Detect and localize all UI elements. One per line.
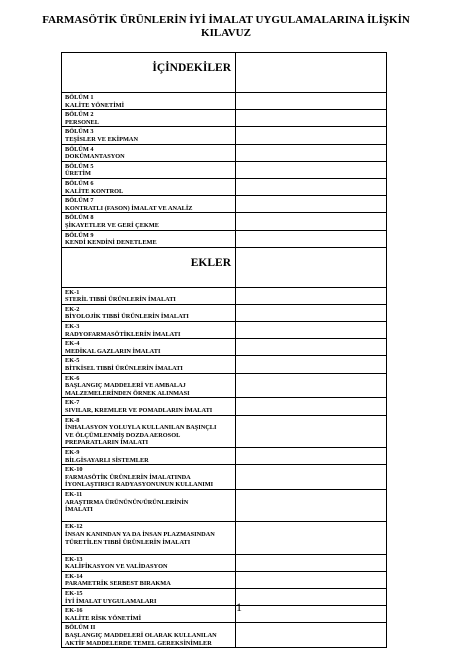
annex-row <box>62 589 387 606</box>
chapter-row-title-line: ÜRETİM <box>65 170 91 178</box>
annex-row-page-cell <box>236 304 387 321</box>
annex-row-number: EK-15 <box>65 590 83 598</box>
annex-row-page-cell <box>236 287 387 304</box>
chapter-row <box>62 230 387 247</box>
annex-row-title-line: TÜRETİLEN TIBBİ ÜRÜNLERİN İMALATI <box>65 538 191 546</box>
toc-heading-blank <box>236 53 387 93</box>
chapter-row-title-line: KALİTE YÖNETİMİ <box>65 101 125 109</box>
annex-row-title-line: KALİTE RİSK YÖNETİMİ <box>65 614 142 622</box>
annex-row-title-line: KALİFİKASYON VE VALİDASYON <box>65 563 168 571</box>
annex-row-title-line: MEDİKAL GAZLARIN İMALATI <box>65 347 161 355</box>
annex-row-number: EK-1 <box>65 288 80 296</box>
annex-row <box>62 373 387 398</box>
chapter-row-text <box>62 110 236 127</box>
annex-row-title-line: AKTİF MADDELERDE TEMEL GEREKSİNİMLER <box>65 639 212 647</box>
annex-row-text <box>62 304 236 321</box>
annex-row-text <box>62 465 236 490</box>
chapter-row-text <box>62 178 236 195</box>
chapter-row-page-cell <box>236 93 387 110</box>
chapter-row-number: BÖLÜM 3 <box>65 128 94 136</box>
annex-row-page-cell <box>236 322 387 339</box>
annex-row-title-line: İYİ İMALAT UYGULAMALARI <box>65 597 157 605</box>
chapter-row <box>62 110 387 127</box>
annex-row <box>62 554 387 571</box>
toc-heading: İÇİNDEKİLER <box>62 53 236 93</box>
annex-row-number: EK-7 <box>65 399 80 407</box>
annex-row-number: EK-16 <box>65 607 83 615</box>
annex-row-number: EK-13 <box>65 555 83 563</box>
annex-row-title-line: İMALATI <box>65 506 93 514</box>
annex-row <box>62 398 387 415</box>
chapter-row-text <box>62 230 236 247</box>
annex-row <box>62 447 387 464</box>
annex-row-page-cell <box>236 398 387 415</box>
chapter-row-number: BÖLÜM 5 <box>65 162 94 170</box>
annex-row <box>62 571 387 588</box>
chapter-row-text <box>62 127 236 144</box>
annex-row-page-cell <box>236 589 387 606</box>
annex-row <box>62 465 387 490</box>
annex-row-text <box>62 398 236 415</box>
annex-row-title-line <box>65 546 233 554</box>
annex-row-page-cell <box>236 465 387 490</box>
annex-row-number: EK-12 <box>65 523 83 531</box>
chapter-row-page-cell <box>236 161 387 178</box>
chapter-row <box>62 161 387 178</box>
chapter-row-text <box>62 144 236 161</box>
annex-row-title-line: MALZEMELERİNDEN ÖRNEK ALINMASI <box>65 389 190 397</box>
chapter-row-title-line: KONTRATLI (FASON) İMALAT VE ANALİZ <box>65 204 193 212</box>
annex-row-text <box>62 589 236 606</box>
chapter-row-page-cell <box>236 110 387 127</box>
annex-row-text <box>62 554 236 571</box>
annex-row-title-line: BAŞLANGIÇ MADDELERİ OLARAK KULLANILAN <box>65 632 217 640</box>
chapter-row-title-line: TEŞİSLER VE EKİPMAN <box>65 135 139 143</box>
annex-row-title-line: VE ÖLÇÜMLENMİŞ DOZDA AEROSOL <box>65 431 181 439</box>
chapter-row-page-cell <box>236 127 387 144</box>
chapter-row-number: BÖLÜM 1 <box>65 94 94 101</box>
chapter-row <box>62 213 387 230</box>
annex-row-text <box>62 339 236 356</box>
chapter-row <box>62 178 387 195</box>
annex-row-page-cell <box>236 571 387 588</box>
annex-row-text <box>62 356 236 373</box>
chapter-row-title-line: DOKÜMANTASYON <box>65 153 125 161</box>
annex-row-title-line: BİLGİSAYARLI SİSTEMLER <box>65 456 149 464</box>
annex-row-number: EK-10 <box>65 466 83 474</box>
annex-row <box>62 356 387 373</box>
chapter-row-title-line: KALİTE KONTROL <box>65 187 124 195</box>
annex-row <box>62 339 387 356</box>
annex-row-title-line: PARAMETRİK SERBEST BIRAKMA <box>65 580 171 588</box>
annex-row-text <box>62 623 236 648</box>
chapter-row-page-cell <box>236 213 387 230</box>
chapter-row-page-cell <box>236 178 387 195</box>
chapter-row-text <box>62 93 236 110</box>
annex-row-title-line: SIVILAR, KREMLER VE POMADLARIN İMALATI <box>65 407 213 414</box>
chapter-row-text <box>62 161 236 178</box>
annex-row-page-cell <box>236 339 387 356</box>
annex-row-text <box>62 287 236 304</box>
annex-row <box>62 304 387 321</box>
annex-row-text <box>62 522 236 554</box>
chapter-row-text <box>62 196 236 213</box>
annex-row-text <box>62 447 236 464</box>
annex-row-number: EK-3 <box>65 323 80 331</box>
annex-row <box>62 623 387 648</box>
chapter-row-number: BÖLÜM 7 <box>65 197 94 205</box>
annex-row-title-line: BAŞLANGIÇ MADDELERİ VE AMBALAJ <box>65 382 186 390</box>
chapter-row <box>62 127 387 144</box>
chapter-row-number: BÖLÜM 8 <box>65 214 94 222</box>
annex-row-number: BÖLÜM II <box>65 624 96 632</box>
annex-row-title-line: İYONLAŞTIRICI RADYASYONUNUN KULLANIMI <box>65 481 214 489</box>
annex-heading: EKLER <box>62 247 236 287</box>
annex-row-title-line: RADYOFARMASÖTİKLERİN İMALATI <box>65 330 181 338</box>
annex-row <box>62 606 387 623</box>
annex-row <box>62 489 387 521</box>
chapter-row <box>62 196 387 213</box>
annex-row-number: EK-2 <box>65 305 80 313</box>
chapter-row-title-line: ŞİKAYETLER VE GERİ ÇEKME <box>65 221 159 229</box>
annex-row-number: EK-11 <box>65 490 83 498</box>
annex-row-number: EK-8 <box>65 416 80 424</box>
document-title-line2: KILAVUZ <box>201 27 251 39</box>
annex-row-number: EK-4 <box>65 340 80 348</box>
annex-row-title-line: PREPARATLARIN İMALATI <box>65 439 149 447</box>
chapter-row-page-cell <box>236 196 387 213</box>
annex-row-title-line: İNSAN KANINDAN YA DA İNSAN PLAZMASINDAN <box>65 530 215 538</box>
annex-row <box>62 322 387 339</box>
toc-table <box>61 52 387 648</box>
annex-row-text <box>62 571 236 588</box>
annex-row-number: EK-9 <box>65 448 80 456</box>
annex-heading-blank <box>236 247 387 287</box>
chapter-row-number: BÖLÜM 2 <box>65 111 94 119</box>
chapter-row-text <box>62 213 236 230</box>
annex-row-text <box>62 322 236 339</box>
annex-row-page-cell <box>236 447 387 464</box>
chapter-row <box>62 93 387 110</box>
annex-row-page-cell <box>236 415 387 447</box>
chapter-row-number: BÖLÜM 4 <box>65 145 94 153</box>
annex-row-page-cell <box>236 522 387 554</box>
chapter-row-page-cell <box>236 144 387 161</box>
chapter-row-number: BÖLÜM 6 <box>65 179 94 187</box>
annex-row-text <box>62 489 236 521</box>
annex-row-title-line: İNHALASYON YOLUYLA KULLANILAN BAŞINÇLI <box>65 424 217 432</box>
toc-body <box>62 53 387 648</box>
annex-row-page-cell <box>236 373 387 398</box>
annex-row-page-cell <box>236 489 387 521</box>
annex-row-text <box>62 373 236 398</box>
annex-row-text <box>62 606 236 623</box>
toc-heading-row <box>62 53 387 93</box>
annex-row-title-line: FARMASÖTİK ÜRÜNLERİN İMALATINDA <box>65 473 191 481</box>
chapter-row-title-line: KENDİ KENDİNİ DENETLEME <box>65 239 157 247</box>
annex-row-page-cell <box>236 606 387 623</box>
annex-row-title-line: ARAŞTIRMA ÜRÜNÜNÜN/ÜRÜNLERİNİN <box>65 498 189 506</box>
document-title-line1: FARMASÖTİK ÜRÜNLERİN İYİ İMALAT UYGULAMALARINA İLİŞKİN <box>42 14 410 26</box>
annex-row-page-cell <box>236 356 387 373</box>
chapter-row <box>62 144 387 161</box>
annex-heading-row <box>62 247 387 287</box>
annex-row-number: EK-5 <box>65 357 80 365</box>
annex-row-number: EK-6 <box>65 374 80 382</box>
annex-row-page-cell <box>236 554 387 571</box>
page-number: 1 <box>236 600 242 614</box>
annex-row <box>62 415 387 447</box>
annex-row <box>62 287 387 304</box>
annex-row <box>62 522 387 554</box>
annex-row-title-line <box>65 514 233 522</box>
annex-row-number: EK-14 <box>65 572 83 580</box>
annex-row-title-line: BİTKİSEL TIBBİ ÜRÜNLERİN İMALATI <box>65 365 183 373</box>
chapter-row-number: BÖLÜM 9 <box>65 231 94 239</box>
annex-row-title-line: BİYOLOJİK TIBBİ ÜRÜNLERİN İMALATI <box>65 313 189 321</box>
chapter-row-title-line: PERSONEL <box>65 118 99 126</box>
annex-row-page-cell <box>236 623 387 648</box>
annex-row-title-line: STERİL TIBBİ ÜRÜNLERİN İMALATI <box>65 296 176 304</box>
annex-row-text <box>62 415 236 447</box>
chapter-row-page-cell <box>236 230 387 247</box>
